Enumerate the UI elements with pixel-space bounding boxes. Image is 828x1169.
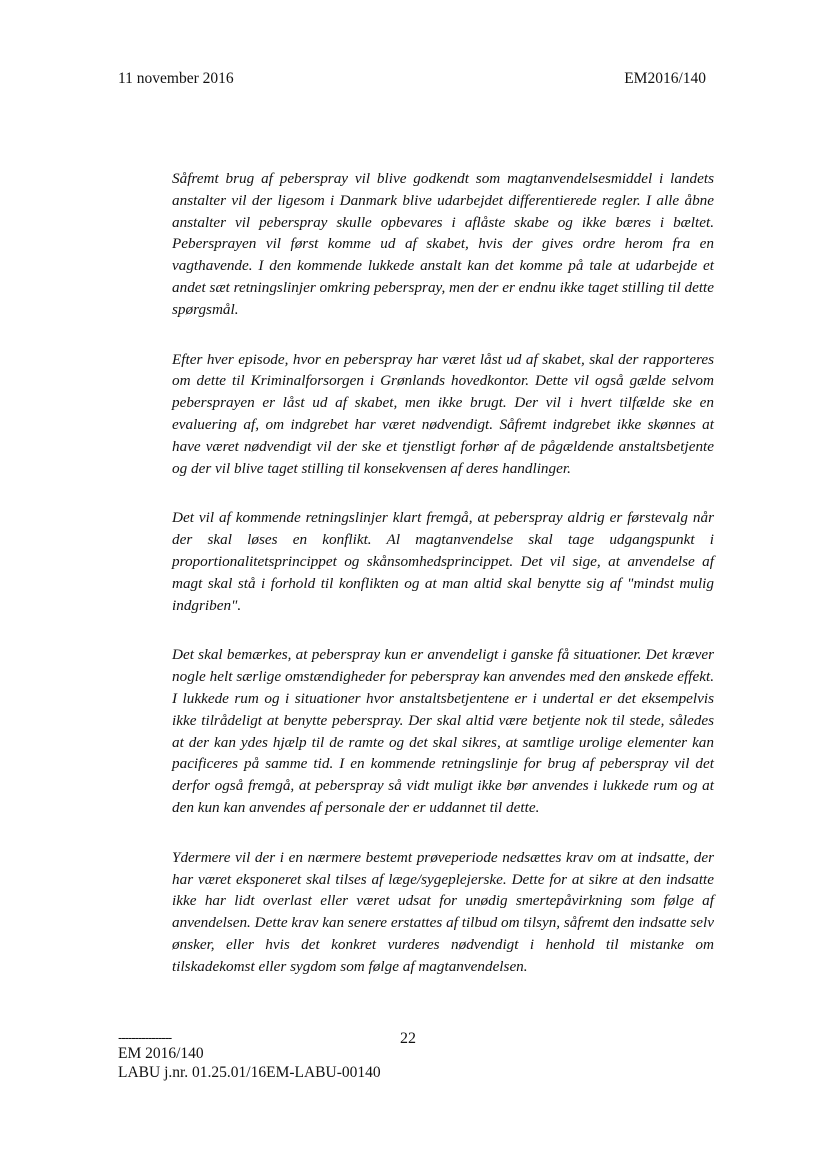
paragraph: Såfremt brug af peberspray vil blive godkendt som magtanvendelsesmiddel i landets anstalter vil der ligesom i Danmark blive udarbejdet differentierede regler. I alle åbne anstalter vil peberspray skulle opbevares i aflåste skabe og ikke bæres i bæltet. Pebersprayen vil først komme ud af skabet, hvis der gives ordre herom fra en vagthavende. I den kommende lukkede anstalt kan det komme på tale at udarbejde et andet sæt retningslinjer omkring peberspray, men der er endnu ikke taget stilling til dette spørgsmål. (172, 170, 714, 318)
paragraph: Det skal bemærkes, at peberspray kun er anvendeligt i ganske få situationer. Det kræver nogle helt særlige omstændigheder for peberspray kan anvendes med den ønskede effekt. I lukkede rum og i situationer hvor anstaltsbetjentene er i undertal er det eksempelvis ikke tilrådeligt at benytte peberspray. Der skal altid være betjente nok til stede, således at der kan ydes hjælp til de ramte og det skal sikres, at samtlige urolige elementer kan pacificeres på samme tid. I en kommende retningslinje for brug af peberspray vil det derfor også fremgå, at peberspray så vidt muligt ikke bør anvendes i lukkede rum og at den kun kan anvendes af personale der er uddannet til dette. (172, 646, 714, 816)
page-number: 22 (400, 1030, 416, 1047)
footer-case-number: EM 2016/140 (118, 1045, 204, 1062)
footer-rule: ---------------- (118, 1030, 172, 1045)
document-body (172, 168, 714, 1006)
footer-journal-number: LABU j.nr. 01.25.01/16EM-LABU-00140 (118, 1064, 381, 1081)
header-date: 11 november 2016 (118, 70, 234, 87)
paragraph: Det vil af kommende retningslinjer klart fremgå, at peberspray aldrig er førstevalg når der skal løses en konflikt. Al magtanvendelse skal tage udgangspunkt i proportionalitetsprincippet og skånsomhedsprincippet. Det vil sige, at anvendelse af magt skal stå i forhold til konflikten og at man altid skal benytte sig af "mindst mulig indgriben". (172, 509, 714, 614)
paragraph: Efter hver episode, hvor en peberspray har været låst ud af skabet, skal der rapporteres om dette til Kriminalforsorgen i Grønlands hovedkontor. Dette vil også gælde selvom pebersprayen er låst ud af skabet, men ikke brugt. Der vil i hvert tilfælde ske en evaluering af, om indgrebet har været nødvendigt. Såfremt indgrebet ikke skønnes at have været nødvendigt vil der ske et tjenstligt forhør af de pågældende anstaltsbetjente og der vil blive taget stilling til konsekvensen af deres handlinger. (172, 350, 714, 477)
header-reference: EM2016/140 (624, 70, 706, 87)
paragraph: Ydermere vil der i en nærmere bestemt prøveperiode nedsættes krav om at indsatte, der har været eksponeret skal tilses af læge/sygeplejerske. Dette for at sikre at den indsatte ikke har lidt overlast eller været udsat for unødig smertepåvirkning som følge af anvendelsen. Dette krav kan senere erstattes af tilbud om tilsyn, såfremt den indsatte selv ønsker, eller hvis det konkret vurderes nødvendigt i henhold til mistanke om tilskadekomst eller sygdom som følge af magtanvendelsen. (172, 848, 714, 975)
